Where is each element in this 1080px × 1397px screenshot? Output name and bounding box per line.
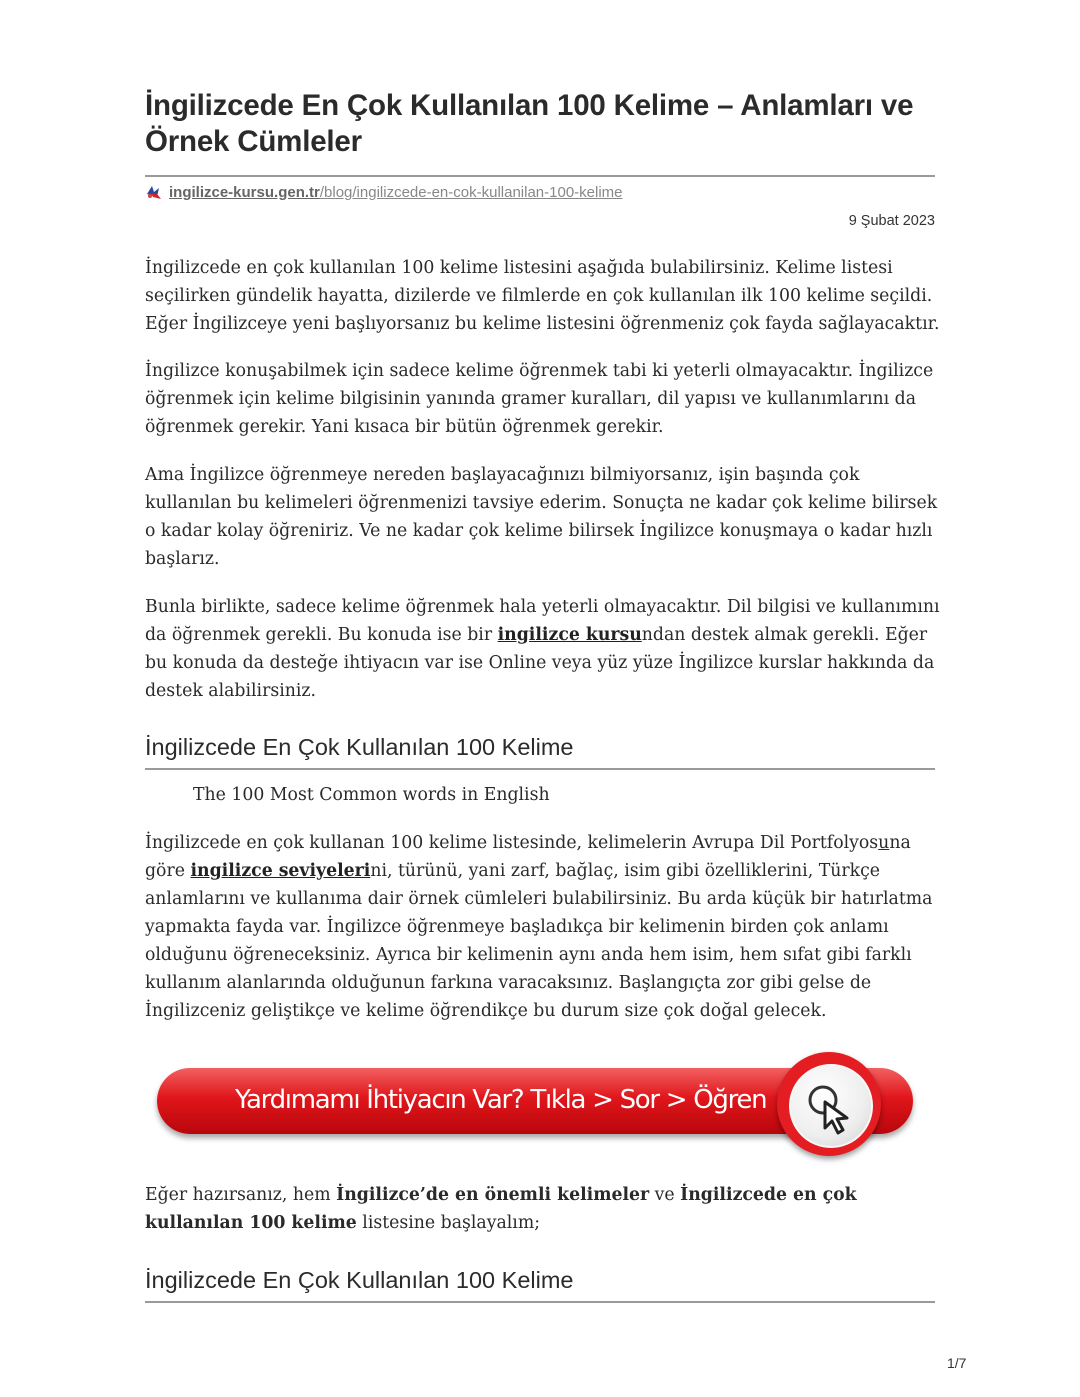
article-title: İngilizcede En Çok Kullanılan 100 Kelime – Anlamları ve Örnek Cümleler: [145, 89, 914, 158]
source-path-link[interactable]: /blog/ingilizcede-en-cok-kullanilan-100-kelime: [319, 183, 623, 201]
section-heading: İngilizcede En Çok Kullanılan 100 Kelime: [145, 734, 574, 760]
page-number: 1/7: [947, 1355, 967, 1371]
title-divider: [145, 175, 935, 177]
paragraph-course: [145, 593, 945, 705]
section-divider-2: [145, 1301, 935, 1303]
paragraph-list-info: [145, 829, 945, 1025]
banner-label: Yardımamı İhtiyacın Var? Tıkla > Sor > Öğren: [235, 1085, 767, 1115]
banner-circle: [777, 1052, 881, 1156]
paragraph-ready: [145, 1181, 945, 1237]
paragraph-intro: İngilizcede en çok kullanılan 100 kelime listesini aşağıda bulabilirsiniz. Kelime listesi seçilirken gündelik hayatta, dizilerde ve filmlerde en çok kullanılan ilk 100 kelime seçildi. Eğer İngilizceye yeni başlıyorsanız bu kelime listesini öğrenmeniz çok fayda sağlayacaktır.: [145, 258, 940, 334]
paragraph-speaking: İngilizce konuşabilmek için sadece kelime öğrenmek tabi ki yeterli olmayacaktır. İngilizce öğrenmek için kelime bilgisinin yanında gramer kuralları, dil yapısı ve kullanımlarını da öğrenmek gerekir. Yani kısaca bir bütün öğrenmek gerekir.: [145, 361, 934, 437]
paragraph-ready-text-2: ve: [649, 1185, 681, 1205]
help-banner-button[interactable]: [155, 1050, 915, 1160]
section-heading-2: İngilizcede En Çok Kullanılan 100 Kelime: [145, 1267, 574, 1293]
ingilizce-kursu-link[interactable]: ingilizce kursu: [497, 625, 642, 645]
paragraph-ready-text-1: Eğer hazırsanız, hem: [145, 1185, 337, 1205]
paragraph-list-text-3: ni, türünü, yani zarf, bağlaç, isim gibi özelliklerini, Türkçe anlamlarını ve kullanıma dair örnek cümleleri bulabilirsiniz. Bu arda küçük bir hatırlatma yapmakta fayda var. İngilizce öğrenmeye başladıkça bir kelimenin birden çok anlamı olduğunu öğreneceksiniz. Ayrıca bir kelimenin aynı anda hem isim, hem sıfat gibi farklı kullanım alanlarında olduğunun farkına varacaksınız. Başlangıçta zor gibi gelse de İngilizceniz geliştikçe ve kelime öğrendikçe bu durum size çok doğal gelecek.: [145, 861, 933, 1021]
paragraph-course-text-2: ndan destek almak gerekli. Eğer bu konuda da desteğe ihtiyacın var ise Online veya yüz yüze İngilizce kurslar hakkında da destek alabilirsiniz.: [145, 625, 935, 701]
site-favicon-icon: [145, 183, 163, 201]
paragraph-ready-text-3: listesine başlayalım;: [356, 1213, 541, 1233]
paragraph-ready-bold-1: İngilizce’de en önemli kelimeler: [336, 1185, 650, 1205]
paragraph-where-to-start: Ama İngilizce öğrenmeye nereden başlayacağınızı bilmiyorsanız, işin başında çok kullanılan bu kelimeleri öğrenmenizi tavsiye ederim. Sonuçta ne kadar çok kelime bilirsek o kadar kolay öğreniriz. Ve ne kadar çok kelime bilirsek İngilizce konuşmaya o kadar hızlı başlarız.: [145, 465, 938, 569]
paragraph-list-text-2: na göre: [145, 833, 911, 881]
cursor-click-icon: [789, 1064, 873, 1148]
publish-date: 9 Şubat 2023: [848, 213, 935, 229]
source-domain-link[interactable]: ingilizce-kursu.gen.tr: [169, 183, 320, 201]
ingilizce-seviyeleri-link[interactable]: ingilizce seviyeleri: [190, 861, 371, 881]
paragraph-ready-bold-2: İngilizcede en çok kullanılan 100 kelime: [145, 1185, 857, 1233]
section-divider: [145, 768, 935, 770]
paragraph-list-underlined-letter[interactable]: u: [878, 833, 890, 853]
paragraph-list-text-1: İngilizcede en çok kullanan 100 kelime listesinde, kelimelerin Avrupa Dil Portfolyos: [145, 833, 879, 853]
section-subtitle: The 100 Most Common words in English: [193, 785, 550, 805]
paragraph-course-text-1: Bunla birlikte, sadece kelime öğrenmek hala yeterli olmayacaktır. Dil bilgisi ve kullanımını da öğrenmek gerekli. Bu konuda ise bir: [145, 597, 940, 645]
source-line[interactable]: [145, 182, 623, 202]
